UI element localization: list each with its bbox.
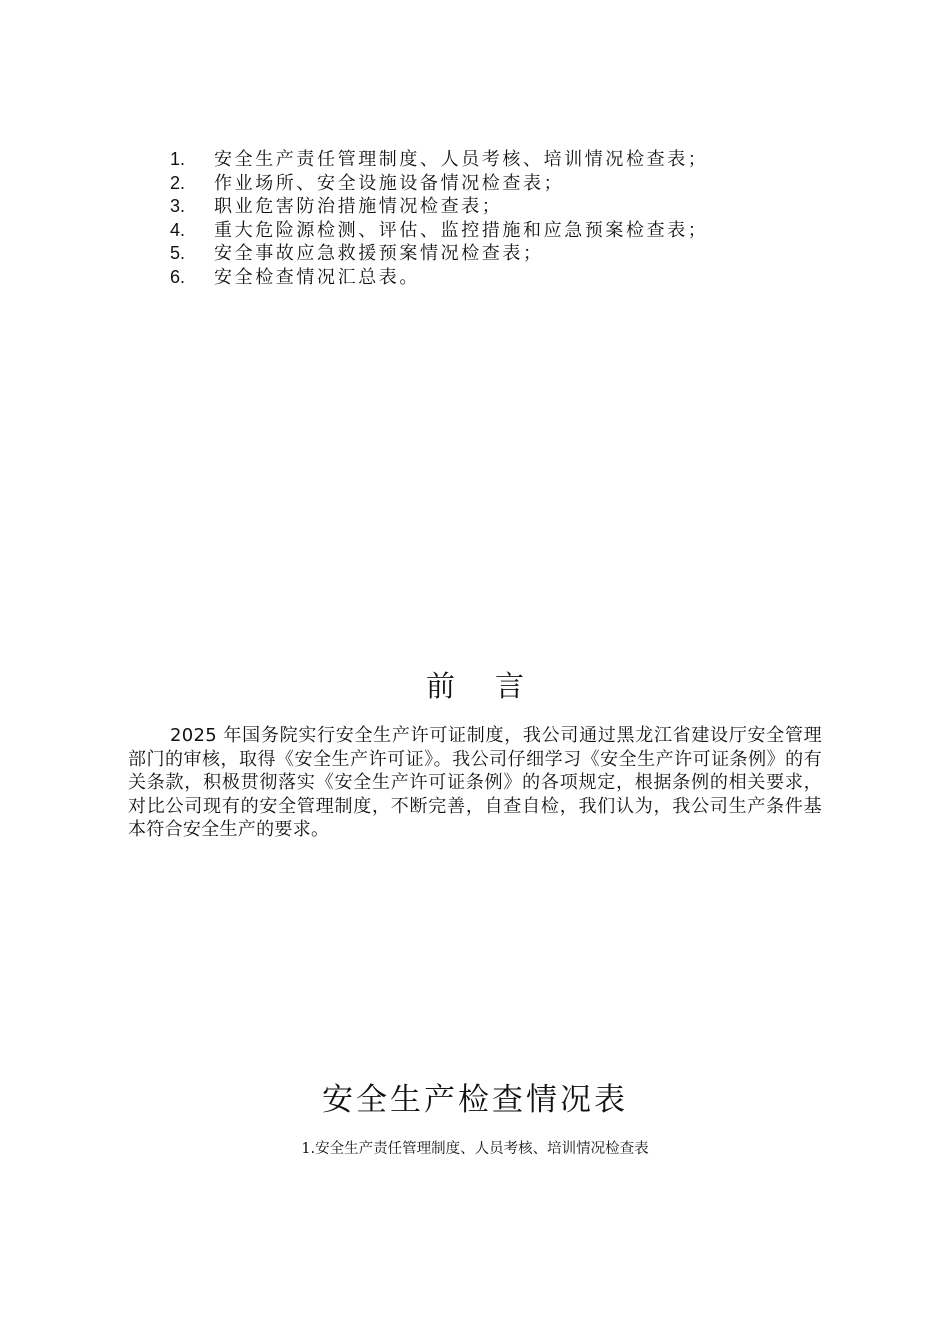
toc-item-number: 2. xyxy=(170,172,186,193)
toc-item-text: 安全生产责任管理制度、人员考核、培训情况检查表； xyxy=(214,149,709,170)
toc-item-text: 安全事故应急救援预案情况检查表； xyxy=(214,243,544,264)
toc-item xyxy=(170,148,870,172)
toc-item xyxy=(170,195,870,219)
section-subtitle: 1.安全生产责任管理制度、人员考核、培训情况检查表 xyxy=(301,1141,649,1157)
preface-body: 2025 年国务院实行安全生产许可证制度，我公司通过黑龙江省建设厅安全管理部门的审核，取得《安全生产许可证》。我公司仔细学习《安全生产许可证条例》的有关条款，积极贯彻落实《安全生产许可证条例》的各项规定，根据条例的相关要求，对比公司现有的安全管理制度，不断完善，自查自检，我们认为，我公司生产条件基本符合安全生产的要求。 xyxy=(128,725,822,841)
table-of-contents xyxy=(170,148,870,289)
toc-item-text: 安全检查情况汇总表。 xyxy=(214,266,420,288)
toc-item-text: 作业场所、安全设施设备情况检查表； xyxy=(214,172,565,194)
toc-item xyxy=(170,242,870,266)
toc-item-number: 1. xyxy=(170,149,186,169)
toc-item xyxy=(170,266,870,290)
preface-title: 前言 xyxy=(425,669,564,703)
toc-item-text: 重大危险源检测、评估、监控措施和应急预案检查表； xyxy=(214,219,709,241)
toc-item-text: 职业危害防治措施情况检查表； xyxy=(214,196,503,217)
toc-item-number: 4. xyxy=(170,219,186,240)
section-title: 安全生产检查情况表 xyxy=(322,1082,628,1118)
toc-item xyxy=(170,172,870,196)
toc-item-number: 3. xyxy=(170,196,186,216)
toc-item xyxy=(170,219,870,243)
toc-item-number: 6. xyxy=(170,266,186,287)
toc-item-number: 5. xyxy=(170,243,186,263)
